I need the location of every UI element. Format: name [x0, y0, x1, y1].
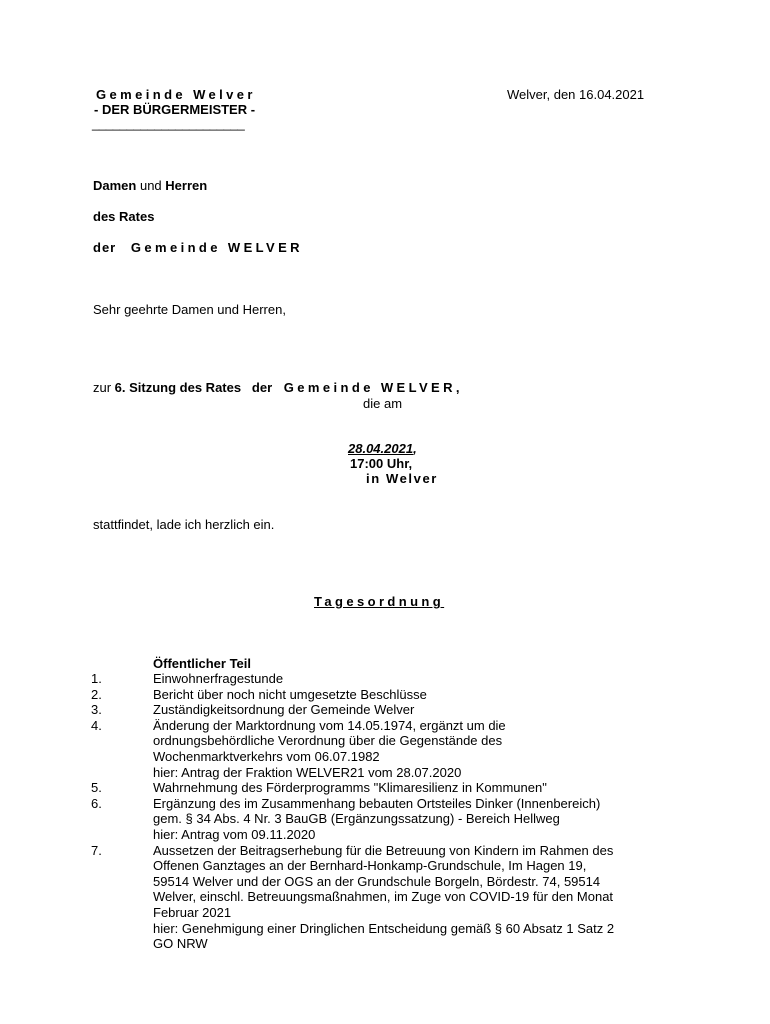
- invitation-die-am: die am: [363, 396, 403, 411]
- meeting-time: 17:00 Uhr,: [350, 456, 413, 471]
- invitation-closing: stattfindet, lade ich herzlich ein.: [93, 517, 275, 532]
- agenda-item-line: Einwohnerfragestunde: [153, 671, 284, 686]
- agenda-item-line: 59514 Welver und der OGS an der Grundschule Borgeln, Bördestr. 74, 59514: [153, 873, 601, 889]
- agenda-item-number: 7.: [91, 842, 102, 858]
- agenda-item-line: Änderung der Marktordnung vom 14.05.1974, ergänzt um die: [153, 717, 506, 733]
- invitation-session: 6. Sitzung des Rates der: [114, 380, 276, 395]
- agenda-item-line: Wahrnehmung des Förderprogramms "Klimaresilienz in Kommunen": [153, 780, 547, 796]
- agenda-item-line: hier: Genehmigung einer Dringlichen Entscheidung gemäß § 60 Absatz 1 Satz 2: [153, 920, 615, 936]
- salutation: Sehr geehrte Damen und Herren,: [93, 302, 286, 317]
- recipient-und: und: [136, 178, 166, 193]
- agenda-item-number: 6.: [91, 795, 102, 811]
- agenda-item-number: 5.: [91, 780, 102, 796]
- agenda-item-text: [153, 780, 673, 796]
- recipient-line-1: [93, 178, 207, 193]
- meeting-location: in Welver: [366, 471, 438, 486]
- recipient-line-3: [93, 240, 303, 255]
- agenda-item-text: [153, 687, 673, 703]
- recipient-line-2: des Rates: [93, 209, 155, 224]
- agenda-item-line: Aussetzen der Beitragserhebung für die Betreuung von Kindern im Rahmen des: [153, 842, 614, 858]
- agenda-item-line: Welver, einschl. Betreuungsmaßnahmen, im Zuge von COVID-19 für den Monat: [153, 889, 614, 905]
- letterhead-rule: ______________________: [92, 116, 245, 131]
- agenda-item-line: ordnungsbehördliche Verordnung über die Gegenstände des: [153, 733, 503, 749]
- recipient-herren: Herren: [165, 178, 208, 193]
- meeting-date-value: 28.04.2021: [348, 441, 414, 456]
- meeting-date-comma: ,: [413, 441, 417, 456]
- recipient-gemeinde: Gemeinde WELVER: [130, 240, 303, 255]
- letterhead-org: Gemeinde Welver: [96, 87, 256, 102]
- agenda-item-number: 1.: [91, 671, 102, 686]
- agenda-item-text: [153, 718, 673, 780]
- agenda-item-text: [153, 796, 673, 843]
- meeting-date: [348, 441, 417, 456]
- agenda-section-title: Öffentlicher Teil: [153, 656, 251, 671]
- agenda-heading: Tagesordnung: [314, 594, 445, 609]
- recipient-damen: Damen: [93, 178, 137, 193]
- agenda-item-line: Zuständigkeitsordnung der Gemeinde Welver: [153, 702, 415, 718]
- invitation-zur: zur: [93, 380, 115, 395]
- agenda-item-line: hier: Antrag vom 09.11.2020: [153, 826, 316, 842]
- letterhead-department: - DER BÜRGERMEISTER -: [94, 102, 256, 117]
- agenda-item-number: 3.: [91, 702, 102, 718]
- agenda-item-line: hier: Antrag der Fraktion WELVER21 vom 28.07.2020: [153, 764, 462, 780]
- agenda-item-number: 2.: [91, 686, 102, 702]
- recipient-der: der: [93, 240, 121, 255]
- agenda-item-text: [153, 843, 673, 952]
- agenda-item-line: Wochenmarktverkehrs vom 06.07.1982: [153, 748, 380, 764]
- agenda-item-line: Offenen Ganztages an der Bernhard-Honkamp-Grundschule, Im Hagen 19,: [153, 858, 587, 874]
- agenda-item-line: Bericht über noch nicht umgesetzte Beschlüsse: [153, 686, 427, 702]
- agenda-item-line: Ergänzung des im Zusammenhang bebauten Ortsteiles Dinker (Innenbereich): [153, 795, 601, 811]
- agenda-item-line: Februar 2021: [153, 904, 232, 920]
- letter-date: Welver, den 16.04.2021: [507, 87, 645, 102]
- invitation-gemeinde: Gemeinde WELVER,: [283, 380, 463, 395]
- agenda-item-number: 4.: [91, 717, 102, 733]
- agenda-item-text: [153, 671, 673, 687]
- invitation-line: [93, 380, 463, 395]
- agenda-item-line: gem. § 34 Abs. 4 Nr. 3 BauGB (Ergänzungssatzung) - Bereich Hellweg: [153, 811, 560, 827]
- agenda-item-text: [153, 702, 673, 718]
- agenda-item-line: GO NRW: [153, 936, 208, 952]
